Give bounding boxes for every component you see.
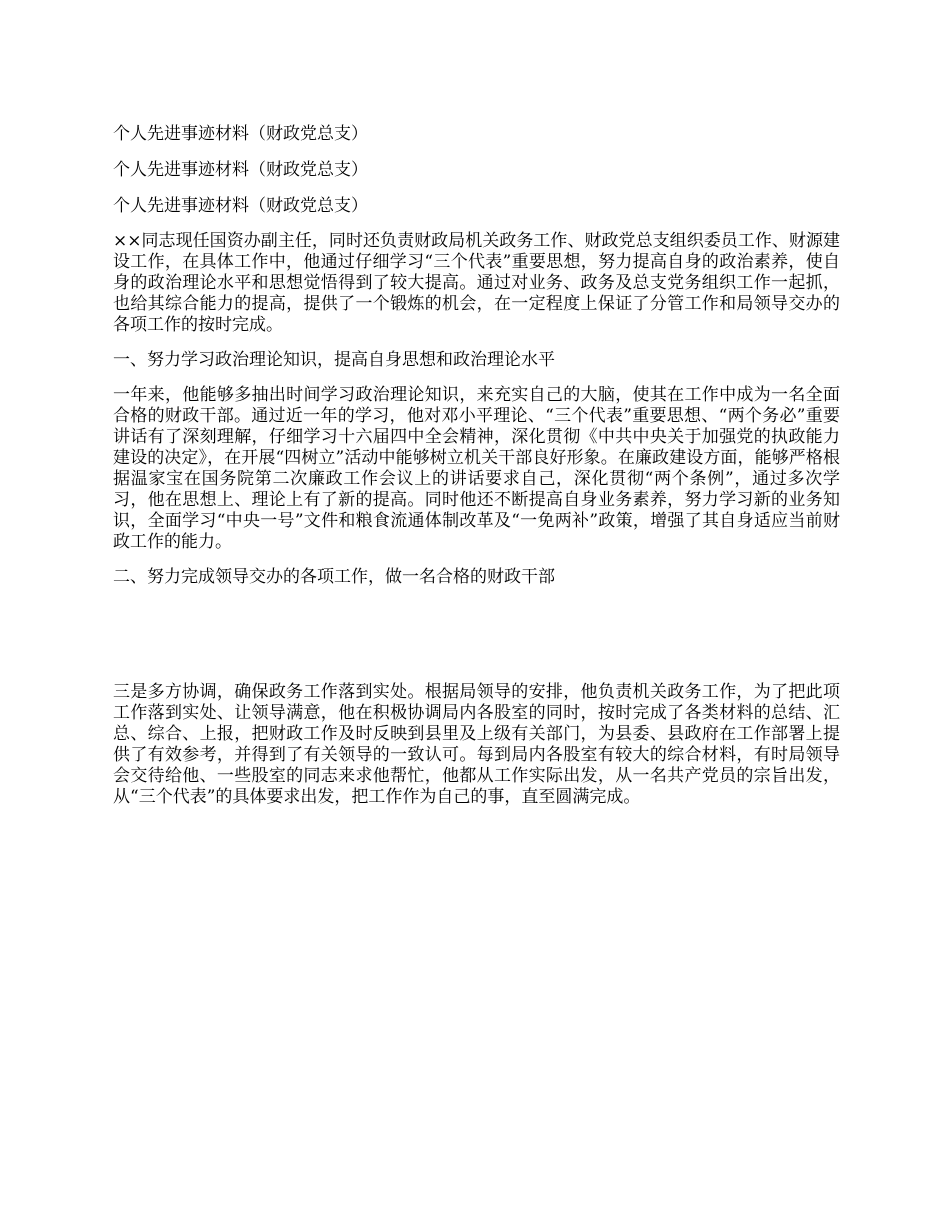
section-2-paragraph: 三是多方协调，确保政务工作落到实处。根据局领导的安排，他负责机关政务工作，为了把此项工作落到实处、让领导满意，他在积极协调局内各股室的同时，按时完成了各类材料的总结、汇总、综合、上报，把财政工作及时反映到县里及上级有关部门，为县委、县政府在工作部署上提供了有效参考，并得到了有关领导的一致认可。每到局内各股室有较大的综合材料，有时局领导会交待给他、一些股室的同志来求他帮忙，他都从工作实际出发，从一名共产党员的宗旨出发，从“三个代表”的具体要求出发，把工作作为自己的事，直至圆满完成。 [113,682,840,807]
blank-gap [113,602,840,682]
section-2-heading: 二、努力完成领导交办的各项工作，做一名合格的财政干部 [113,567,555,587]
document-title-3: 个人先进事迹材料（财政党总支） [113,196,368,216]
document-content [113,124,840,822]
intro-paragraph: ××同志现任国资办副主任，同时还负责财政局机关政务工作、财政党总支组织委员工作、财源建设工作，在具体工作中，他通过仔细学习“三个代表”重要思想，努力提高自身的政治素养，使自身的政治理论水平和思想觉悟得到了较大提高。通过对业务、政务及总支党务组织工作一起抓，也给其综合能力的提高，提供了一个锻炼的机会，在一定程度上保证了分管工作和局领导交办的各项工作的按时完成。 [113,231,840,335]
document-title-1: 个人先进事迹材料（财政党总支） [113,124,368,144]
document-title-2: 个人先进事迹材料（财政党总支） [113,160,368,180]
section-1-heading: 一、努力学习政治理论知识，提高自身思想和政治理论水平 [113,350,555,370]
section-1-paragraph: 一年来，他能够多抽出时间学习政治理论知识，来充实自己的大脑，使其在工作中成为一名全面合格的财政干部。通过近一年的学习，他对邓小平理论、“三个代表”重要思想、“两个务必”重要讲话有了深刻理解，仔细学习十六届四中全会精神，深化贯彻《中共中央关于加强党的执政能力建设的决定》，在开展“四树立”活动中能够树立机关干部良好形象。在廉政建设方面，能够严格根据温家宝在国务院第二次廉政工作会议上的讲话要求自己，深化贯彻“两个条例”，通过多次学习，他在思想上、理论上有了新的提高。同时他还不断提高自身业务素养，努力学习新的业务知识，全面学习“中央一号”文件和粮食流通体制改革及“一免两补”政策，增强了其自身适应当前财政工作的能力。 [113,385,840,552]
